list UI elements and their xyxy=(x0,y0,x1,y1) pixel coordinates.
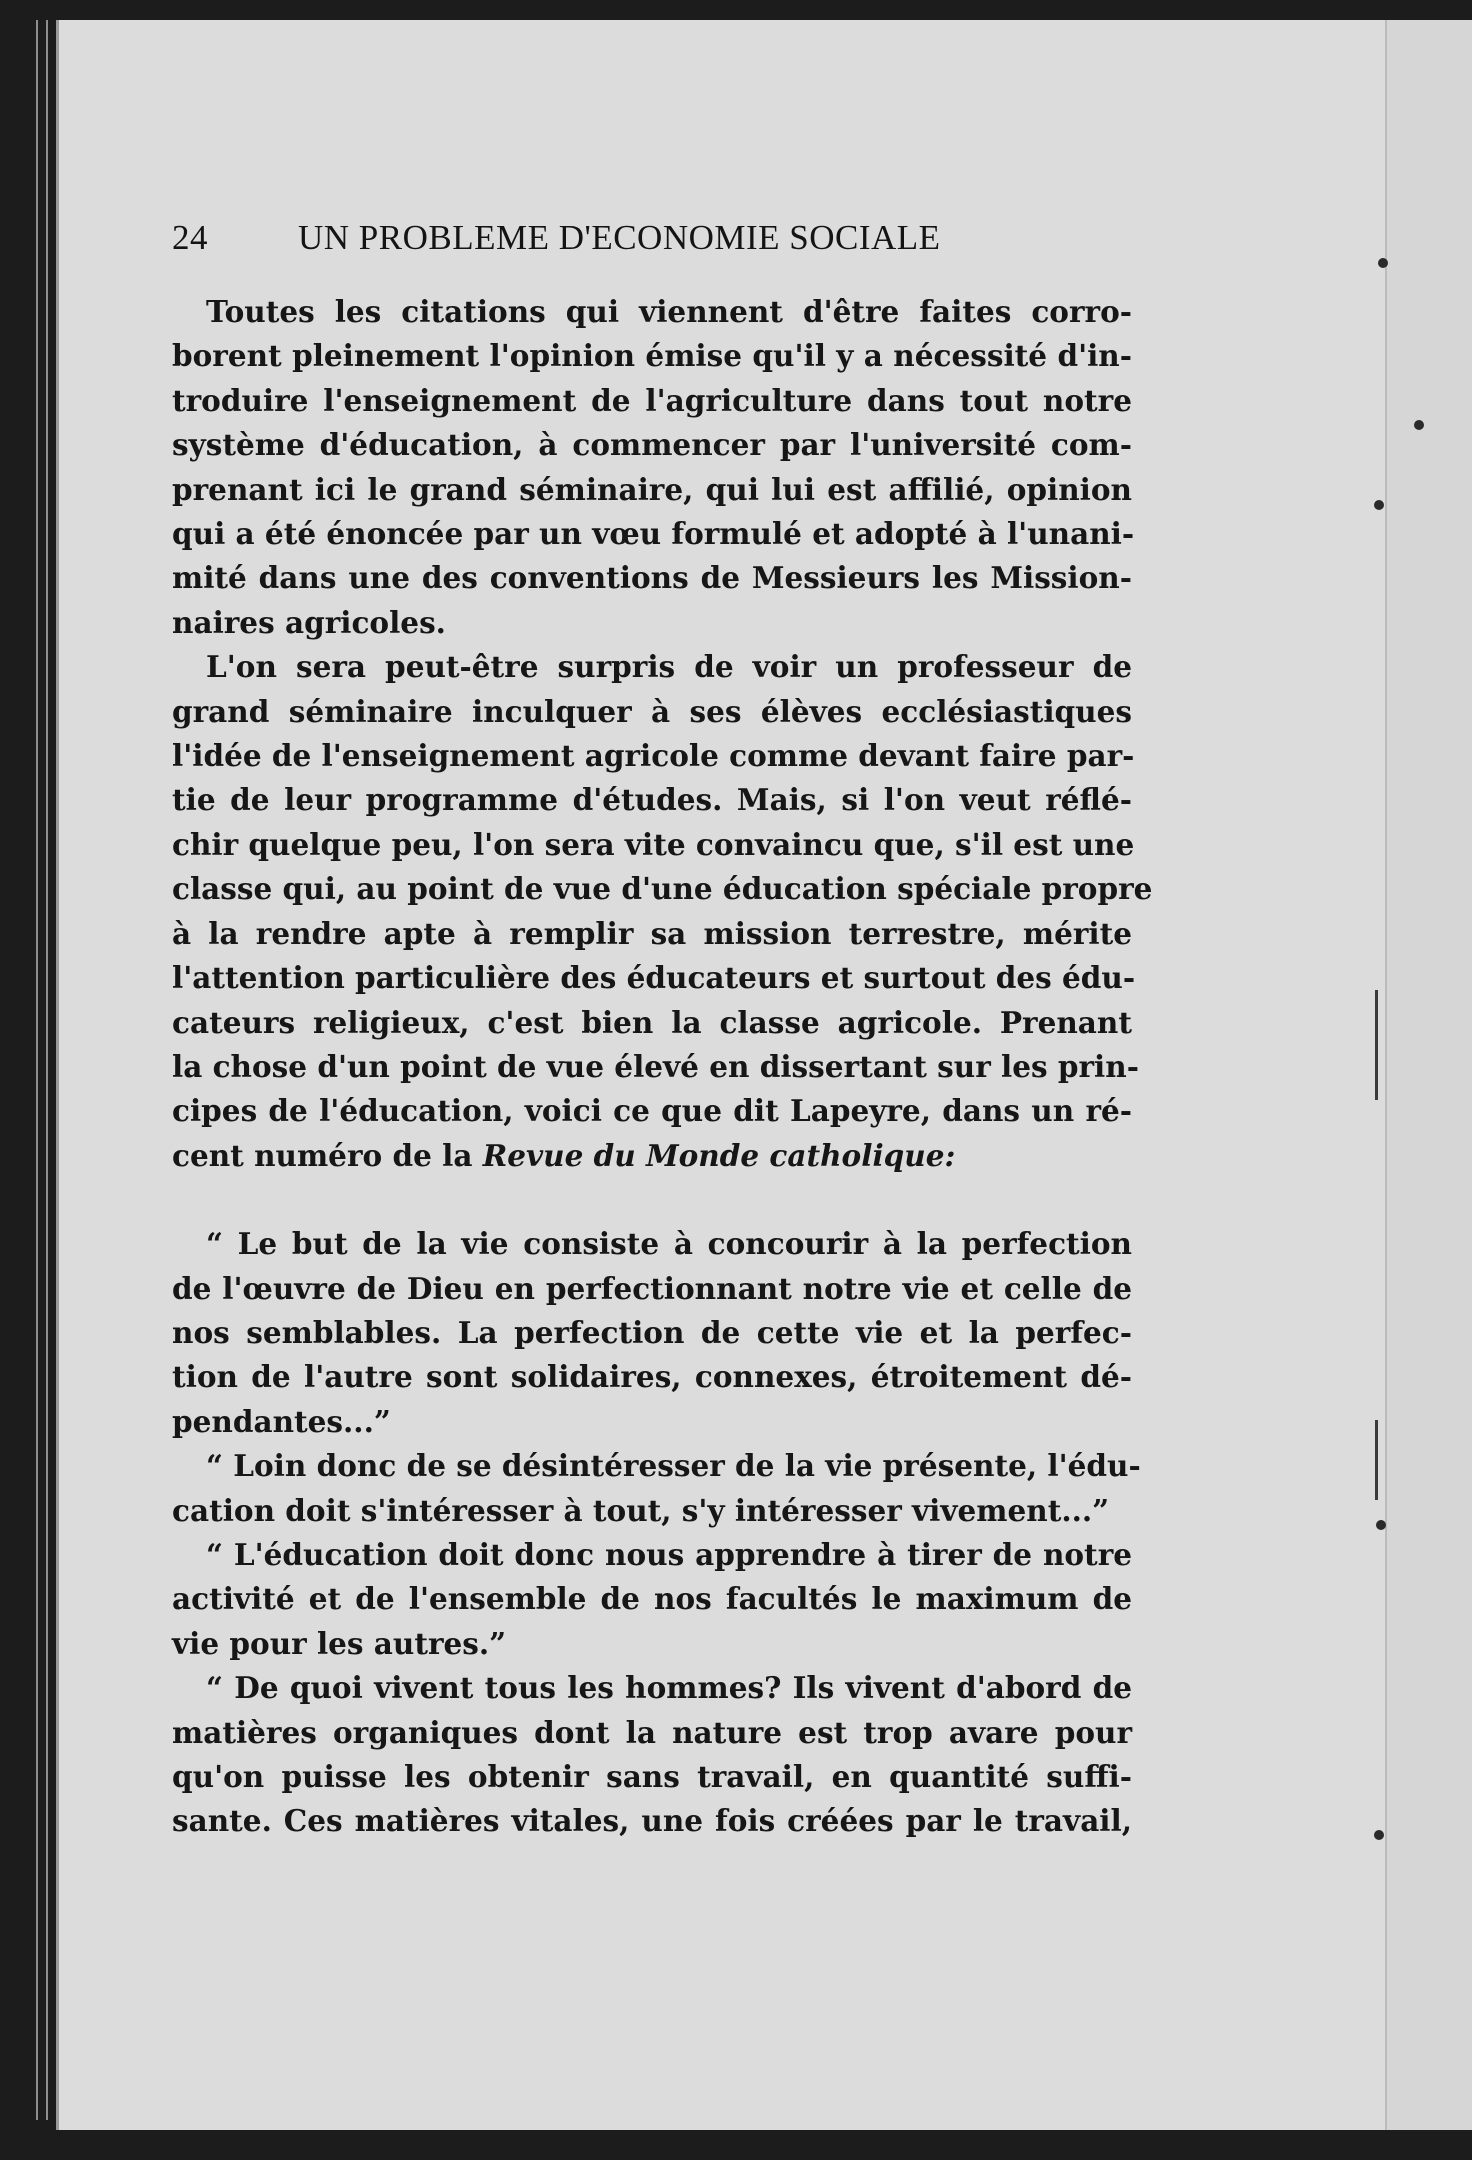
spacer xyxy=(172,1178,1132,1222)
text-line: classe qui, au point de vue d'une éducation spéciale propre xyxy=(172,871,1153,907)
text-line: tion de l'autre sont solidaires, connexes, étroitement dé- xyxy=(172,1359,1132,1395)
paragraph xyxy=(172,290,1135,645)
text-line: qui a été énoncée par un vœu formulé et adopté à l'unani- xyxy=(172,516,1135,552)
text-line: matières organiques dont la nature est trop avare pour xyxy=(172,1714,1132,1750)
text-fragment: cent numéro de la xyxy=(172,1137,483,1173)
page-number: 24 xyxy=(172,218,208,257)
text-line: tie de leur programme d'études. Mais, si l'on veut réflé- xyxy=(172,782,1132,818)
quote-paragraph xyxy=(172,1444,1141,1533)
quote-paragraph xyxy=(172,1222,1132,1444)
text-line: système d'éducation, à commencer par l'université com- xyxy=(172,427,1132,463)
text-line: sante. Ces matières vitales, une fois créées par le travail, xyxy=(172,1803,1132,1839)
journal-title: Revue du Monde catholique: xyxy=(482,1137,956,1173)
page-edge-left xyxy=(36,20,38,2120)
text-line: chir quelque peu, l'on sera vite convaincu que, s'il est une xyxy=(172,826,1135,862)
page-edge-inner xyxy=(46,20,48,2120)
text-line: qu'on puisse les obtenir sans travail, en quantité suffi- xyxy=(172,1759,1132,1794)
text-line xyxy=(172,1134,1132,1178)
gutter-thread xyxy=(1375,990,1378,1100)
text-line: nos semblables. La perfection de cette vie et la perfec- xyxy=(172,1314,1132,1350)
text-line: de l'œuvre de Dieu en perfectionnant notre vie et celle de xyxy=(172,1270,1132,1306)
text-line: grand séminaire inculquer à ses élèves ecclésiastiques xyxy=(172,693,1132,729)
quote-paragraph xyxy=(172,1666,1132,1844)
text-line: cipes de l'éducation, voici ce que dit Lapeyre, dans un ré- xyxy=(172,1093,1132,1129)
text-line: l'attention particulière des éducateurs et surtout des édu- xyxy=(172,960,1136,996)
text-line: prenant ici le grand séminaire, qui lui est affilié, opinion xyxy=(172,471,1132,507)
paragraph xyxy=(172,645,1153,1178)
text-line: “ Loin donc de se désintéresser de la vie présente, l'édu- xyxy=(206,1448,1141,1484)
text-line: pendantes...” xyxy=(172,1403,391,1439)
text-line: “ L'éducation doit donc nous apprendre à tirer de notre xyxy=(206,1536,1132,1572)
text-line: l'idée de l'enseignement agricole comme devant faire par- xyxy=(172,738,1135,774)
text-line: “ De quoi vivent tous les hommes? Ils vivent d'abord de xyxy=(206,1670,1132,1706)
text-line: cateurs religieux, c'est bien la classe agricole. Prenant xyxy=(172,1004,1132,1040)
quote-paragraph xyxy=(172,1533,1132,1666)
binding-hole xyxy=(1374,1830,1384,1840)
binding-hole xyxy=(1414,420,1424,430)
text-line: Toutes les citations qui viennent d'être faites corro- xyxy=(206,294,1132,329)
text-line: activité et de l'ensemble de nos facultés le maximum de xyxy=(172,1581,1132,1617)
binding-hole xyxy=(1378,258,1388,268)
text-line: vie pour les autres.” xyxy=(172,1625,507,1661)
text-line: à la rendre apte à remplir sa mission terrestre, mérite xyxy=(172,915,1132,951)
text-line: mité dans une des conventions de Messieurs les Mission- xyxy=(172,560,1132,596)
running-title: UN PROBLEME D'ECONOMIE SOCIALE xyxy=(298,218,941,257)
binding-hole xyxy=(1376,1520,1386,1530)
text-line: borent pleinement l'opinion émise qu'il y a nécessité d'in- xyxy=(172,338,1132,374)
binding-margin xyxy=(1385,20,1472,2130)
text-line: la chose d'un point de vue élevé en dissertant sur les prin- xyxy=(172,1048,1139,1084)
text-line: troduire l'enseignement de l'agriculture dans tout notre xyxy=(172,382,1132,418)
body-text xyxy=(172,290,1153,1844)
text-line: L'on sera peut-être surpris de voir un professeur de xyxy=(206,649,1132,685)
binding-hole xyxy=(1374,500,1384,510)
running-head xyxy=(172,218,1012,258)
text-line: cation doit s'intéresser à tout, s'y intéresser vivement...” xyxy=(172,1492,1110,1528)
gutter-thread xyxy=(1375,1420,1378,1500)
text-line: naires agricoles. xyxy=(172,604,446,640)
text-line: “ Le but de la vie consiste à concourir à la perfection xyxy=(206,1226,1132,1262)
